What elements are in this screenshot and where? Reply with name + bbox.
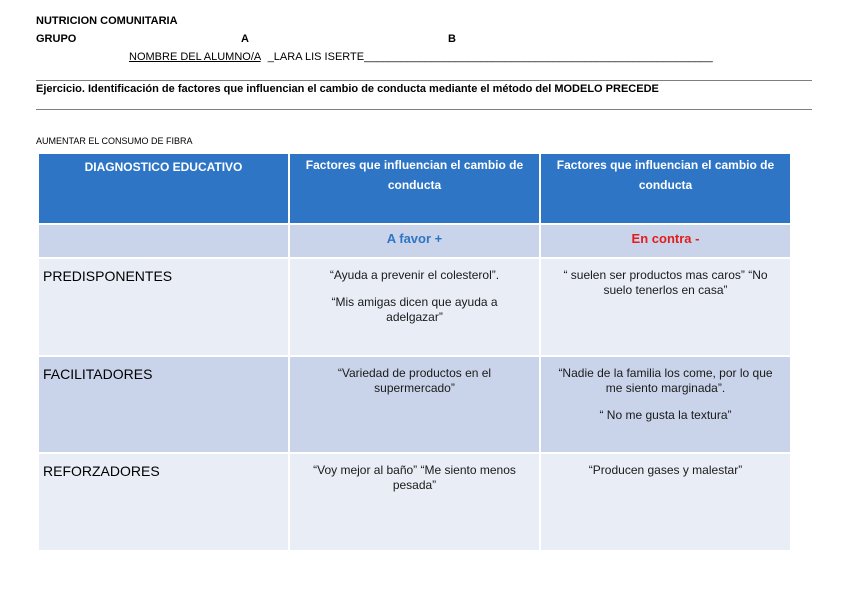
contra-cell	[540, 258, 791, 356]
group-b: B	[448, 33, 456, 45]
divider-bottom	[36, 109, 812, 110]
table-subheader-row	[38, 224, 791, 258]
subheader-empty	[38, 224, 289, 258]
student-name-line	[129, 51, 713, 63]
subject-label: AUMENTAR EL CONSUMO DE FIBRA	[36, 136, 193, 146]
favor-label: A favor +	[289, 224, 540, 258]
header-factores-favor: Factores que influencian el cambio de conducta	[289, 153, 540, 224]
header-diagnostico: DIAGNOSTICO EDUCATIVO	[38, 153, 289, 224]
table-row	[38, 453, 791, 551]
divider-top	[36, 80, 812, 81]
favor-item: “Ayuda a prevenir el colesterol”.	[329, 268, 500, 282]
contra-cell	[540, 356, 791, 453]
row-label-reforzadores: REFORZADORES	[38, 453, 289, 551]
contra-item: “Nadie de la familia los come, por lo que me siento marginada”.	[558, 366, 773, 395]
table-header-row	[38, 153, 791, 224]
precede-table	[37, 152, 792, 552]
favor-cell	[289, 356, 540, 453]
course-title: NUTRICION COMUNITARIA	[36, 15, 178, 27]
contra-item: “Producen gases y malestar”	[588, 463, 743, 477]
contra-item: “ suelen ser productos mas caros” “No suelo tenerlos en casa”	[563, 268, 768, 297]
favor-cell	[289, 453, 540, 551]
student-value: _LARA LIS ISERTE_________________________________________________________	[267, 51, 713, 63]
table-row	[38, 356, 791, 453]
exercise-title: Ejercicio. Identificación de factores que influencian el cambio de conducta mediante el método del MODELO PRECEDE	[36, 83, 659, 95]
favor-item: “Variedad de productos en el supermercado”	[337, 366, 492, 395]
row-label-predisponentes: PREDISPONENTES	[38, 258, 289, 356]
favor-item: “Mis amigas dicen que ayuda a adelgazar”	[331, 295, 498, 324]
group-label: GRUPO	[36, 33, 77, 45]
table-row	[38, 258, 791, 356]
group-a: A	[241, 33, 249, 45]
contra-cell	[540, 453, 791, 551]
contra-label: En contra -	[540, 224, 791, 258]
header-factores-contra: Factores que influencian el cambio de conducta	[540, 153, 791, 224]
row-label-facilitadores: FACILITADORES	[38, 356, 289, 453]
favor-item: “Voy mejor al baño” “Me siento menos pesada”	[313, 463, 516, 492]
contra-item: “ No me gusta la textura”	[599, 408, 732, 422]
student-label: NOMBRE DEL ALUMNO/A	[129, 51, 261, 63]
favor-cell	[289, 258, 540, 356]
